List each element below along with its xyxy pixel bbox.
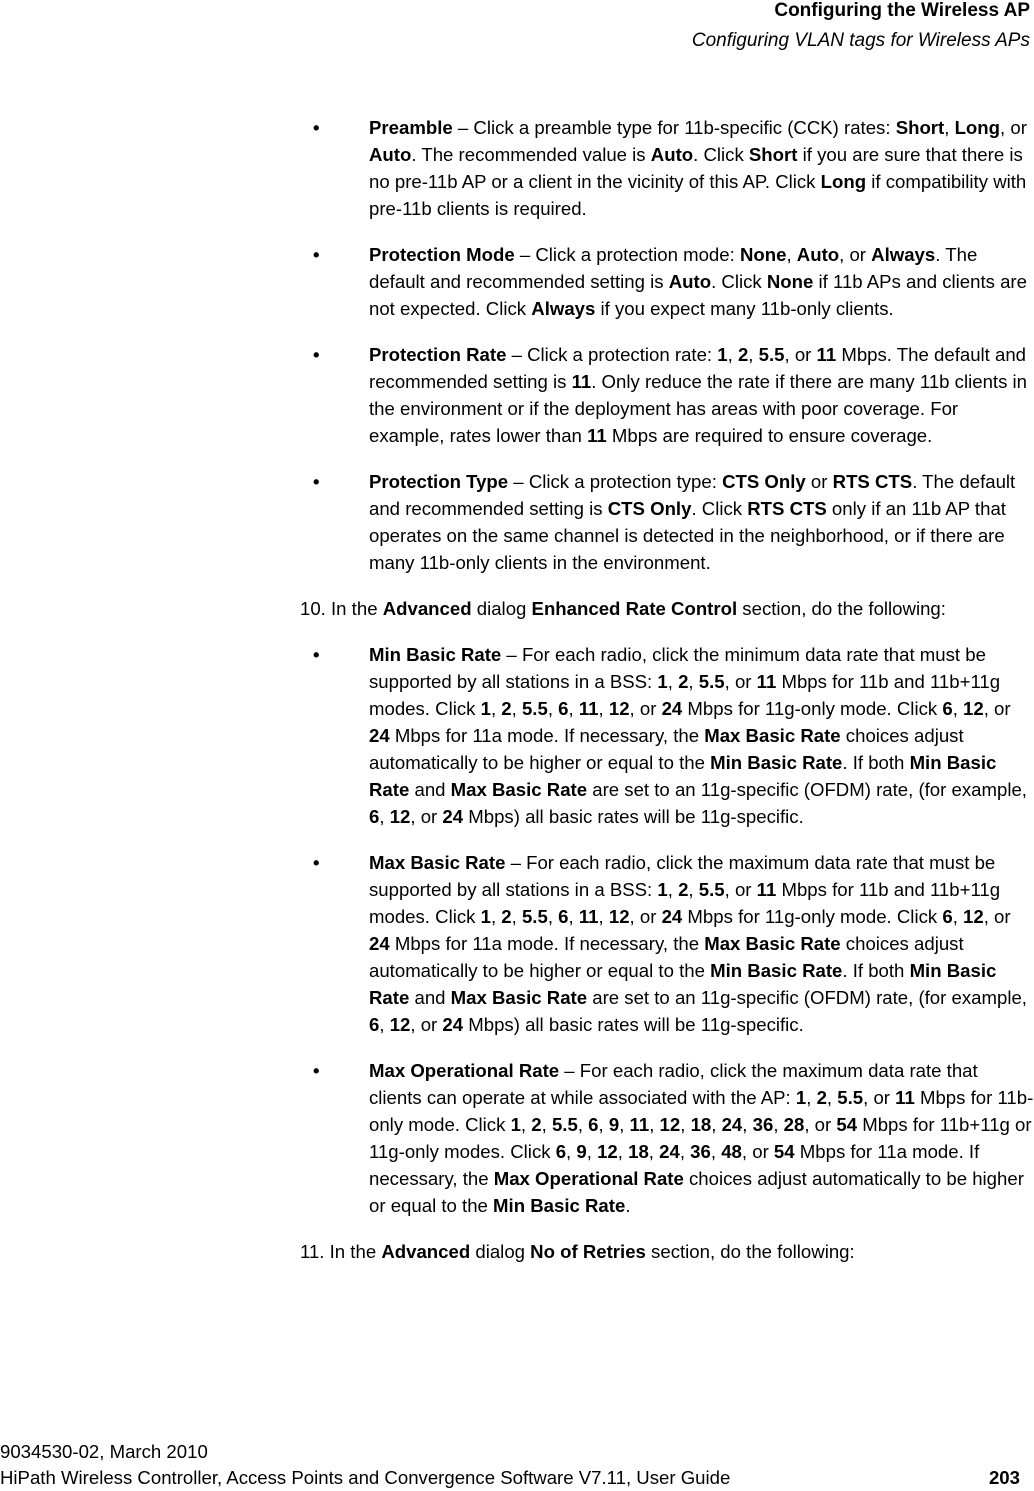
bold-term: 5.5 — [698, 671, 725, 692]
bold-term: 12 — [963, 906, 984, 927]
bold-term: RTS CTS — [832, 471, 913, 492]
bold-term: 6 — [942, 906, 953, 927]
bullet-text: Protection Rate – Click a protection rate: 1, 2, 5.5, or 11 Mbps. The default and recommended setting is 11. Only reduce the rate if there are many 11b clients in the environment or if the deployment has areas with poor coverage. For example, rates lower than 11 Mbps are required to ensure coverage. — [369, 344, 1028, 446]
bold-term: Auto — [668, 271, 712, 292]
page-body — [300, 114, 1034, 1284]
bullet-protection-rate — [300, 341, 1034, 449]
bold-term: Min Basic Rate — [710, 960, 843, 981]
bold-term: 12 — [608, 906, 630, 927]
bold-term: Max Operational Rate — [369, 1060, 560, 1081]
bold-term: 5.5 — [837, 1087, 864, 1108]
bold-term: Advanced — [381, 1241, 471, 1262]
bullet-marker: • — [313, 344, 320, 365]
bold-term: 11 — [587, 425, 607, 446]
bold-term: None — [766, 271, 814, 292]
bold-term: 2 — [816, 1087, 827, 1108]
bold-term: Max Basic Rate — [704, 725, 841, 746]
bullet-preamble — [300, 114, 1034, 222]
bold-term: 11 — [816, 344, 837, 365]
bold-term: 24 — [661, 698, 683, 719]
bold-term: 12 — [597, 1141, 618, 1162]
bullet-marker: • — [313, 644, 320, 665]
bullet-text: Max Basic Rate – For each radio, click the maximum data rate that must be supported by all stations in a BSS: 1, 2, 5.5, or 11 Mbps for 11b and 11b+11g modes. Click 1, 2, 5.5, 6, 11, 12, or 24 Mbps for 11g-only mode. Click 6, 12, or 24 Mbps for 11a mode. If necessary, the Max Basic Rate choices adjust automatically to be higher or equal to the Min Basic Rate. If both Min Basic Rate and Max Basic Rate are set to an 11g-specific (OFDM) rate, (for example, 6, 12, or 24 Mbps) all basic rates will be 11g-specific. — [369, 852, 1027, 1035]
bold-term: CTS Only — [722, 471, 806, 492]
bold-term: Min Basic Rate — [369, 644, 502, 665]
bullet-text: Protection Type – Click a protection type: CTS Only or RTS CTS. The default and recommended setting is CTS Only. Click RTS CTS only if an 11b AP that operates on the same channel is detected in the neighborhood, or if there are many 11b-only clients in the environment. — [369, 471, 1016, 573]
bold-term: 6 — [369, 1014, 380, 1035]
bullet-protection-mode — [300, 241, 1034, 322]
bold-term: 24 — [442, 806, 464, 827]
bullet-text: Preamble – Click a preamble type for 11b-specific (CCK) rates: Short, Long, or Auto. The recommended value is Auto. Click Short if you are sure that there is no pre-11b AP or a client in the vicinity of this AP. Click Long if compatibility with pre-11b clients is required. — [369, 117, 1027, 219]
bold-term: 11 — [571, 371, 592, 392]
bold-term: 18 — [628, 1141, 649, 1162]
bullet-text: Protection Mode – Click a protection mode: None, Auto, or Always. The default and recommended setting is Auto. Click None if 11b APs and clients are not expected. Click Always if you expect many 11b-only clients. — [369, 244, 1027, 319]
bold-term: 9 — [608, 1114, 620, 1135]
bold-term: Max Basic Rate — [704, 933, 841, 954]
bold-term: Advanced — [382, 598, 472, 619]
bullet-text: Min Basic Rate – For each radio, click the minimum data rate that must be supported by all stations in a BSS: 1, 2, 5.5, or 11 Mbps for 11b and 11b+11g modes. Click 1, 2, 5.5, 6, 11, 12, or 24 Mbps for 11g-only mode. Click 6, 12, or 24 Mbps for 11a mode. If necessary, the Max Basic Rate choices adjust automatically to be higher or equal to the Min Basic Rate. If both Min Basic Rate and Max Basic Rate are set to an 11g-specific (OFDM) rate, (for example, 6, 12, or 24 Mbps) all basic rates will be 11g-specific. — [369, 644, 1027, 827]
running-header-subtitle: Configuring VLAN tags for Wireless APs — [691, 30, 1030, 51]
bold-term: 2 — [678, 879, 689, 900]
bold-term: Auto — [650, 144, 694, 165]
bold-term: 6 — [942, 698, 953, 719]
bold-term: 1 — [657, 671, 668, 692]
bullet-max-basic-rate — [300, 849, 1034, 1038]
bold-term: 36 — [690, 1141, 711, 1162]
bullet-marker: • — [313, 471, 320, 492]
bold-term: Auto — [369, 144, 412, 165]
bold-term: 1 — [717, 344, 728, 365]
bold-term: 12 — [389, 806, 411, 827]
bold-term: 6 — [558, 698, 569, 719]
bold-term: 1 — [480, 698, 491, 719]
bold-term: Preamble — [369, 117, 453, 138]
page-number: 203 — [988, 1467, 1020, 1488]
bold-term: 24 — [721, 1114, 743, 1135]
bold-term: 5.5 — [551, 1114, 578, 1135]
bold-term: Min Basic Rate — [493, 1195, 626, 1216]
bold-term: RTS CTS — [747, 498, 827, 519]
bullet-min-basic-rate — [300, 641, 1034, 830]
bold-term: 5.5 — [698, 879, 725, 900]
bullet-marker: • — [313, 117, 320, 138]
bold-term: Protection Rate — [369, 344, 507, 365]
bold-term: None — [739, 244, 787, 265]
bold-term: 54 — [836, 1114, 858, 1135]
bold-term: 12 — [389, 1014, 411, 1035]
bullet-text: Max Operational Rate – For each radio, click the maximum data rate that clients can operate at while associated with the AP: 1, 2, 5.5, or 11 Mbps for 11b-only mode. Click 1, 2, 5.5, 6, 9, 11, 12, 18, 24, 36, 28, or 54 Mbps for 11b+11g or 11g-only modes. Click 6, 9, 12, 18, 24, 36, 48, or 54 Mbps for 11a mode. If necessary, the Max Operational Rate choices adjust automatically to be higher or equal to the Min Basic Rate. — [369, 1060, 1034, 1216]
bold-term: 12 — [659, 1114, 681, 1135]
bold-term: 2 — [678, 671, 689, 692]
bold-term: Long — [954, 117, 1001, 138]
bold-term: 11 — [895, 1087, 915, 1108]
bold-term: 5.5 — [521, 698, 548, 719]
bold-term: 6 — [558, 906, 569, 927]
bold-term: Max Basic Rate — [369, 852, 506, 873]
bold-term: Long — [820, 171, 867, 192]
bold-term: 11 — [578, 906, 599, 927]
bold-term: Short — [895, 117, 945, 138]
bold-term: 6 — [555, 1141, 567, 1162]
bold-term: 2 — [737, 344, 749, 365]
bold-term: 2 — [501, 906, 512, 927]
bold-term: Max Operational Rate — [493, 1168, 684, 1189]
bold-term: 24 — [442, 1014, 464, 1035]
bold-term: 11 — [756, 671, 777, 692]
bold-term: 36 — [752, 1114, 774, 1135]
bold-term: Auto — [796, 244, 840, 265]
bold-term: 11 — [629, 1114, 650, 1135]
bold-term: Always — [531, 298, 596, 319]
bold-term: 11 — [578, 698, 599, 719]
footer-guide-title: HiPath Wireless Controller, Access Points and Convergence Software V7.11, User Guide — [0, 1467, 731, 1488]
bold-term: 1 — [795, 1087, 807, 1108]
bold-term: 12 — [963, 698, 984, 719]
bold-term: Min Basic Rate — [710, 752, 843, 773]
bold-term: 1 — [510, 1114, 521, 1135]
bold-term: 9 — [576, 1141, 587, 1162]
footer-doc-id: 9034530-02, March 2010 — [0, 1441, 208, 1462]
bold-term: 5.5 — [758, 344, 785, 365]
bold-term: 48 — [721, 1141, 742, 1162]
bold-term: Short — [748, 144, 798, 165]
bold-term: Protection Mode — [369, 244, 515, 265]
step-11: 11. In the Advanced dialog No of Retries section, do the following: — [300, 1241, 855, 1262]
bold-term: 11 — [756, 879, 777, 900]
bold-term: 24 — [369, 933, 390, 954]
bold-term: 1 — [657, 879, 668, 900]
bold-term: 54 — [773, 1141, 795, 1162]
bold-term: 2 — [501, 698, 512, 719]
bullet-marker: • — [313, 244, 320, 265]
bullet-marker: • — [313, 852, 320, 873]
bold-term: Protection Type — [369, 471, 509, 492]
step-10: 10. In the Advanced dialog Enhanced Rate Control section, do the following: — [300, 598, 946, 619]
bullet-max-operational-rate — [300, 1057, 1034, 1219]
bold-term: Enhanced Rate Control — [531, 598, 738, 619]
running-header-title: Configuring the Wireless AP — [774, 0, 1030, 21]
bullet-protection-type — [300, 468, 1034, 576]
bold-term: 2 — [531, 1114, 542, 1135]
bold-term: 24 — [661, 906, 683, 927]
bullet-marker: • — [313, 1060, 320, 1081]
bold-term: 12 — [608, 698, 630, 719]
bold-term: 28 — [783, 1114, 805, 1135]
bold-term: Max Basic Rate — [450, 779, 588, 800]
bold-term: Max Basic Rate — [450, 987, 588, 1008]
bold-term: CTS Only — [607, 498, 692, 519]
bold-term: 6 — [369, 806, 380, 827]
bold-term: Min Basic Rate — [369, 752, 997, 800]
bold-term: 24 — [369, 725, 390, 746]
bold-term: 18 — [690, 1114, 712, 1135]
bold-term: 6 — [588, 1114, 599, 1135]
bold-term: No of Retries — [530, 1241, 646, 1262]
bold-term: 5.5 — [521, 906, 548, 927]
bold-term: Always — [871, 244, 936, 265]
bold-term: 1 — [480, 906, 491, 927]
bold-term: Min Basic Rate — [369, 960, 997, 1008]
bold-term: 24 — [659, 1141, 680, 1162]
